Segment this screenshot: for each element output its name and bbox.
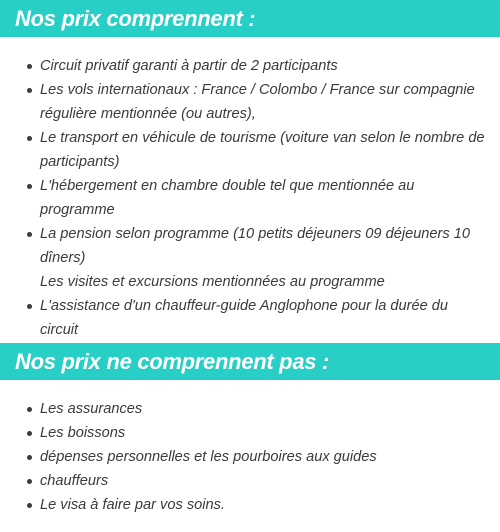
included-list: [0, 54, 500, 342]
excluded-item-insurance: Les assurances: [0, 397, 500, 421]
included-item-transport: Le transport en véhicule de tourisme (voiture van selon le nombre de participants): [0, 126, 500, 174]
excluded-title: Nos prix ne comprennent pas :: [15, 348, 330, 374]
excluded-item-drinks: Les boissons: [0, 421, 500, 445]
excluded-header-band: [0, 343, 500, 380]
included-item-transfer: Circuit privatif garanti à partir de 2 participants: [0, 54, 500, 78]
excluded-item-expenses: dépenses personnelles et les pourboires aux guides: [0, 445, 500, 469]
included-item-visits: Les visites et excursions mentionnées au programme: [40, 274, 385, 290]
included-item-flights: Les vols internationaux : France / Colombo / France sur compagnie régulière mentionnée (ou autres),: [0, 78, 500, 126]
included-item-accommodation: L'hébergement en chambre double tel que mentionnée au programme: [0, 174, 500, 222]
excluded-list: [0, 397, 500, 517]
included-item-meals: La pension selon programme (10 petits déjeuners 09 déjeuners 10 dîners): [0, 222, 500, 270]
included-item-guide: L'assistance d'un chauffeur-guide Anglophone pour la durée du circuit: [0, 294, 500, 342]
included-title: Nos prix comprennent :: [15, 5, 256, 31]
excluded-section: [0, 343, 500, 517]
excluded-item-drivers: chauffeurs: [0, 469, 500, 493]
included-header-band: [0, 0, 500, 37]
excluded-item-visa: Le visa à faire par vos soins.: [0, 493, 500, 517]
